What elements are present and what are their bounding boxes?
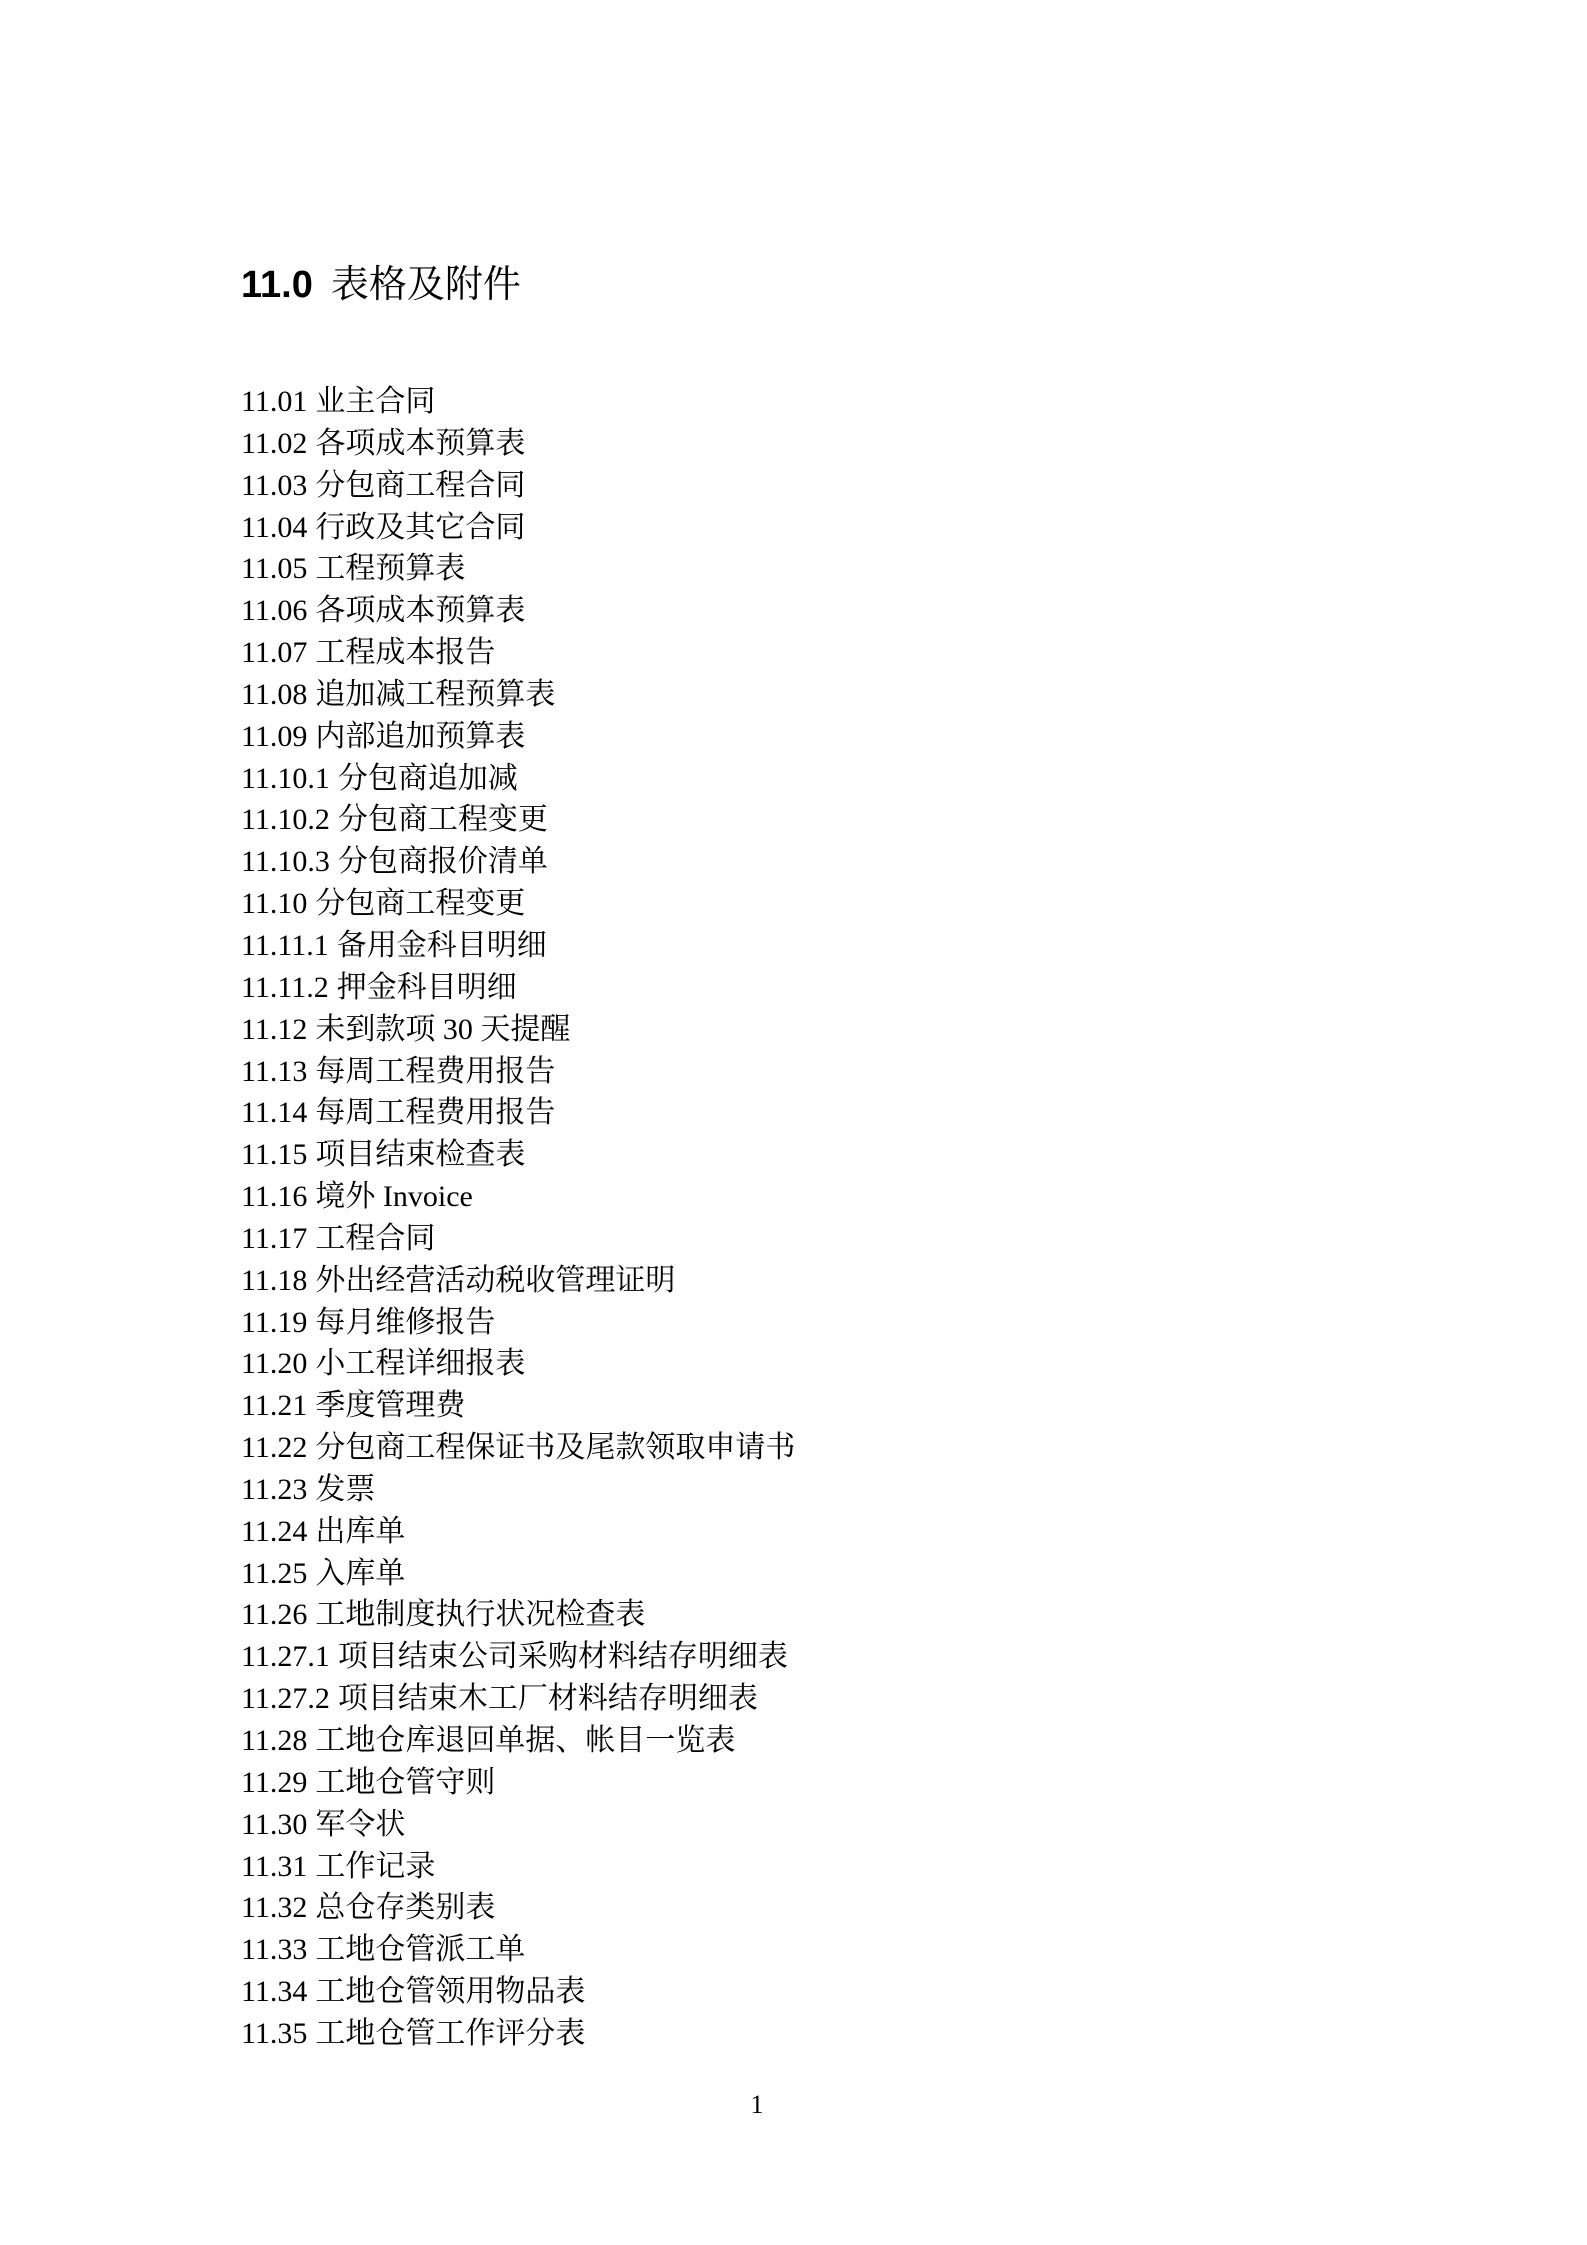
item-code: 11.18 [241,1263,308,1297]
item-code: 11.24 [241,1514,308,1548]
list-item [241,1218,795,1260]
list-item [241,381,795,423]
section-title: 表格及附件 [330,264,521,306]
list-item [241,1343,795,1385]
item-label: 工地仓管领用物品表 [315,1975,586,2009]
item-code: 11.11.1 [241,928,329,962]
item-code: 11.20 [241,1347,308,1381]
list-item [241,967,795,1009]
item-code: 11.16 [241,1180,308,1214]
list-item [241,423,795,465]
item-code: 11.12 [241,1012,308,1046]
item-code: 11.04 [241,510,308,544]
item-code: 11.25 [241,1556,308,1590]
list-item [241,1636,795,1678]
item-label: 业主合同 [315,385,436,418]
item-code: 11.33 [241,1933,308,1967]
item-code: 11.06 [241,594,308,628]
list-item [241,1762,795,1804]
item-code: 11.26 [241,1598,308,1632]
item-code: 11.01 [241,385,308,418]
list-item [241,465,795,507]
list-item [241,883,795,925]
list-item [241,1594,795,1636]
item-label: 工地仓库退回单据、帐目一览表 [315,1724,736,1757]
item-label: 备用金科目明细 [336,928,547,962]
list-item [241,1929,795,1971]
item-label: 行政及其它合同 [315,510,526,544]
list-item [241,1427,795,1469]
list-item [241,632,795,674]
item-code: 11.30 [241,1807,308,1841]
item-code: 11.14 [241,1096,308,1130]
item-code: 11.28 [241,1724,308,1757]
item-label: 出库单 [315,1514,406,1548]
item-label: 各项成本预算表 [315,594,526,628]
item-code: 11.03 [241,468,308,502]
item-label: 分包商工程变更 [315,887,526,921]
item-code: 11.10 [241,887,308,921]
list-item [241,1804,795,1846]
item-code: 11.07 [241,636,308,670]
item-code: 11.22 [241,1431,308,1465]
item-code: 11.21 [241,1389,308,1423]
list-item [241,1092,795,1134]
item-code: 11.29 [241,1765,308,1799]
item-code: 11.05 [241,552,308,586]
item-label: 工地仓管工作评分表 [315,2016,586,2050]
item-label: 项目结束公司采购材料结存明细表 [337,1640,788,1674]
item-label: 每月维修报告 [315,1305,496,1339]
item-label: 分包商工程变更 [337,803,548,837]
item-label: 总仓存类别表 [315,1891,496,1925]
list-item [241,2013,795,2055]
item-code: 11.09 [241,719,308,753]
list-item [241,716,795,758]
item-code: 11.31 [241,1849,308,1883]
list-item [241,1846,795,1888]
item-label: 分包商工程保证书及尾款领取申请书 [315,1431,796,1465]
list-item [241,1553,795,1595]
item-label: 每周工程费用报告 [315,1054,556,1088]
item-label: 季度管理费 [315,1389,466,1423]
item-code: 11.35 [241,2016,308,2050]
list-item [241,674,795,716]
list-item [241,1302,795,1344]
section-heading [241,262,521,308]
item-label: 工地仓管守则 [315,1765,496,1799]
list-item [241,758,795,800]
form-list [241,381,795,2055]
item-code: 11.23 [241,1472,308,1506]
list-item [241,1260,795,1302]
item-code: 11.32 [241,1891,308,1925]
item-code: 11.27.1 [241,1640,330,1674]
item-code: 11.10.2 [241,803,330,837]
item-label: 押金科目明细 [336,970,517,1004]
item-label: 发票 [315,1472,376,1506]
list-item [241,507,795,549]
item-code: 11.10.3 [241,845,330,879]
item-label: 军令状 [315,1807,406,1841]
item-label: 内部追加预算表 [315,719,526,753]
list-item [241,1134,795,1176]
item-label: 工程合同 [315,1221,436,1255]
page-number: 1 [750,2090,764,2119]
item-label: 工地制度执行状况检查表 [315,1598,646,1632]
list-item [241,1009,795,1051]
list-item [241,1971,795,2013]
item-label: 追加减工程预算表 [315,677,556,711]
item-label: 工作记录 [315,1849,436,1883]
item-code: 11.15 [241,1138,308,1172]
item-code: 11.08 [241,677,308,711]
item-label: 项目结束木工厂材料结存明细表 [337,1682,758,1716]
item-label: 分包商工程合同 [315,468,526,502]
list-item [241,799,795,841]
list-item [241,1385,795,1427]
item-code: 11.11.2 [241,970,329,1004]
item-code: 11.27.2 [241,1682,330,1716]
list-item [241,925,795,967]
item-label: 小工程详细报表 [315,1347,526,1381]
item-code: 11.17 [241,1221,308,1255]
item-label: 外出经营活动税收管理证明 [315,1263,676,1297]
item-code: 11.19 [241,1305,308,1339]
list-item [241,1678,795,1720]
item-label: 每周工程费用报告 [315,1096,556,1130]
item-code: 11.13 [241,1054,308,1088]
list-item [241,1051,795,1093]
list-item [241,548,795,590]
item-label: 境外 Invoice [315,1180,473,1214]
list-item [241,1887,795,1929]
list-item [241,1720,795,1762]
item-code: 11.10.1 [241,761,330,795]
item-label: 入库单 [315,1556,406,1590]
list-item [241,1469,795,1511]
item-label: 工程成本报告 [315,636,496,670]
list-item [241,590,795,632]
item-label: 各项成本预算表 [315,426,526,460]
item-label: 未到款项 30 天提醒 [315,1012,571,1046]
item-label: 工程预算表 [315,552,466,586]
item-code: 11.34 [241,1975,308,2009]
section-number: 11.0 [241,264,313,306]
list-item [241,1511,795,1553]
item-label: 项目结束检查表 [315,1138,526,1172]
item-label: 工地仓管派工单 [315,1933,526,1967]
list-item [241,1176,795,1218]
item-label: 分包商报价清单 [337,845,548,879]
item-code: 11.02 [241,426,308,460]
item-label: 分包商追加减 [337,761,518,795]
list-item [241,841,795,883]
